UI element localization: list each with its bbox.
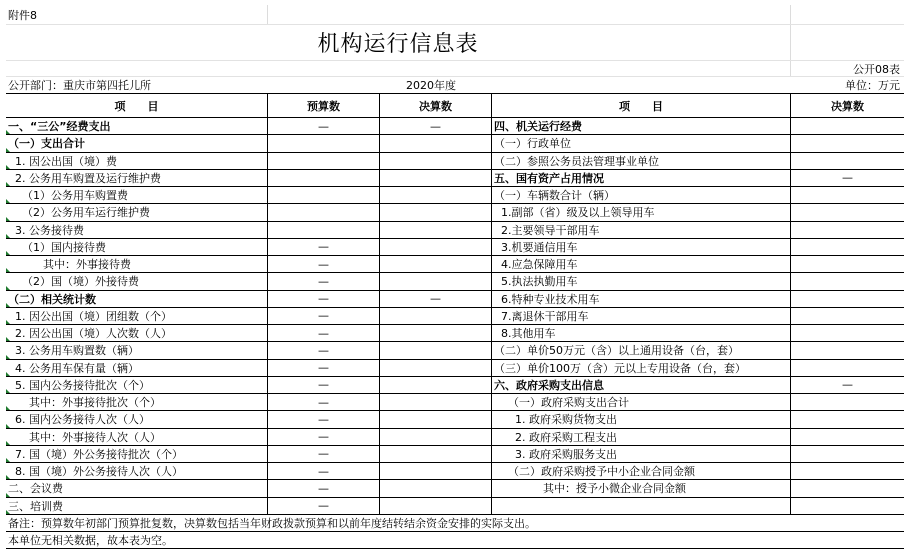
cell-left: （1）公务用车购置费 [6, 187, 268, 203]
cell-right: 4.应急保障用车 [492, 256, 791, 272]
cell-budget [268, 187, 380, 203]
table-row [6, 498, 904, 515]
cell-left: （一）支出合计 [6, 135, 268, 151]
unit-label: 单位：万元 [845, 79, 900, 92]
cell-rfinal [791, 498, 904, 514]
table-row [6, 342, 904, 359]
cell-rfinal [791, 325, 904, 341]
cell-budget [268, 204, 380, 220]
cell-budget: — [268, 325, 380, 341]
cell-left: （二）相关统计数 [6, 291, 268, 307]
cell-final [380, 342, 492, 358]
table-row [6, 377, 904, 394]
cell-rfinal [791, 480, 904, 496]
cell-right: （一）车辆数合计（辆） [492, 187, 791, 203]
cell-left: 2. 因公出国（境）人次数（人） [6, 325, 268, 341]
cell-right: 3. 政府采购服务支出 [492, 446, 791, 462]
cell-right: 1. 政府采购货物支出 [492, 411, 791, 427]
cell-right: （二）政府采购授予中小企业合同金额 [492, 463, 791, 479]
cell-left: 2. 公务用车购置及运行维护费 [6, 170, 268, 186]
cell-right: 五、国有资产占用情况 [492, 170, 791, 186]
cell-left: 3. 公务用车购置数（辆） [6, 342, 268, 358]
cell-right: 3.机要通信用车 [492, 239, 791, 255]
cell-final [380, 170, 492, 186]
cell-final [380, 360, 492, 376]
cell-budget: — [268, 394, 380, 410]
cell-budget: — [268, 273, 380, 289]
cell-left: 其中：外事接待费 [6, 256, 268, 272]
table-row [6, 187, 904, 204]
cell-final: — [380, 291, 492, 307]
year-label: 2020年度 [406, 79, 456, 92]
cell-final [380, 377, 492, 393]
header-budget: 预算数 [268, 94, 380, 117]
cell-rfinal [791, 239, 904, 255]
cell-budget: — [268, 498, 380, 514]
table-row [6, 170, 904, 187]
cell-final [380, 308, 492, 324]
cell-final [380, 411, 492, 427]
cell-final [380, 153, 492, 169]
cell-left: （2）国（境）外接待费 [6, 273, 268, 289]
cell-left: 二、会议费 [6, 480, 268, 496]
cell-right: 其中：授予小微企业合同金额 [492, 480, 791, 496]
cell-budget: — [268, 118, 380, 134]
cell-budget [268, 170, 380, 186]
cell-final [380, 325, 492, 341]
cell-budget: — [268, 256, 380, 272]
cell-budget: — [268, 239, 380, 255]
cell-right: 六、政府采购支出信息 [492, 377, 791, 393]
table-header-row [6, 94, 904, 118]
cell-left: 1. 因公出国（境）团组数（个） [6, 308, 268, 324]
cell-budget: — [268, 411, 380, 427]
header-final-left: 决算数 [380, 94, 492, 117]
table-row [6, 291, 904, 308]
note-row [6, 515, 904, 532]
cell-rfinal [791, 360, 904, 376]
cell-rfinal [791, 411, 904, 427]
table-row [6, 325, 904, 342]
cell-budget [268, 222, 380, 238]
cell-left: （1）国内接待费 [6, 239, 268, 255]
cell-rfinal: — [842, 378, 853, 392]
cell-right: 8.其他用车 [492, 325, 791, 341]
cell-budget: — [268, 308, 380, 324]
form-no-row [6, 61, 904, 77]
table-row [6, 446, 904, 463]
table-row [6, 480, 904, 497]
form-number: 公开08表 [853, 62, 900, 76]
cell-budget: — [268, 342, 380, 358]
cell-final [380, 204, 492, 220]
cell-left: 7. 国（境）外公务接待批次（个） [6, 446, 268, 462]
cell-budget: — [268, 291, 380, 307]
cell-left: 3. 公务接待费 [6, 222, 268, 238]
cell-final [380, 394, 492, 410]
cell-left: （2）公务用车运行维护费 [6, 204, 268, 220]
table-row [6, 222, 904, 239]
cell-left: 其中：外事接待人次（人） [6, 429, 268, 445]
table-row [6, 118, 904, 135]
table-row [6, 204, 904, 221]
cell-rfinal [791, 463, 904, 479]
table-row [6, 153, 904, 170]
cell-budget: — [268, 377, 380, 393]
header-item-right: 项 目 [492, 94, 791, 117]
cell-rfinal [791, 446, 904, 462]
table-row [6, 256, 904, 273]
meta-row [6, 77, 904, 94]
cell-rfinal [791, 118, 904, 134]
cell-final [380, 239, 492, 255]
cell-left: 4. 公务用车保有量（辆） [6, 360, 268, 376]
cell-left: 其中：外事接待批次（个） [6, 394, 268, 410]
cell-budget: — [268, 446, 380, 462]
cell-left: 8. 国（境）外公务接待人次（人） [6, 463, 268, 479]
cell-left: 5. 国内公务接待批次（个） [6, 377, 268, 393]
cell-rfinal [791, 342, 904, 358]
cell-left: 6. 国内公务接待人次（人） [6, 411, 268, 427]
cell-right: （一）行政单位 [492, 135, 791, 151]
cell-budget: — [268, 463, 380, 479]
cell-right: （一）政府采购支出合计 [492, 394, 791, 410]
header-item-left: 项 目 [6, 94, 268, 117]
cell-final [380, 135, 492, 151]
cell-right: （二）单价50万元（含）以上通用设备（台，套） [492, 342, 791, 358]
cell-rfinal [791, 291, 904, 307]
cell-right: （三）单价100万（含）元以上专用设备（台，套） [492, 360, 791, 376]
table-row [6, 360, 904, 377]
cell-right: 2. 政府采购工程支出 [492, 429, 791, 445]
cell-left: 一、“三公”经费支出 [6, 118, 268, 134]
cell-rfinal [791, 256, 904, 272]
table-row [6, 411, 904, 428]
cell-right: 6.特种专业技术用车 [492, 291, 791, 307]
cell-final [380, 429, 492, 445]
cell-rfinal [791, 204, 904, 220]
cell-right: 2.主要领导干部用车 [492, 222, 791, 238]
cell-final [380, 498, 492, 514]
cell-right: 1.副部（省）级及以上领导用车 [492, 204, 791, 220]
cell-rfinal [791, 153, 904, 169]
cell-final [380, 480, 492, 496]
cell-left: 三、培训费 [6, 498, 268, 514]
cell-final: — [380, 118, 492, 134]
info-table-sheet [6, 5, 904, 549]
table-row [6, 463, 904, 480]
table-row [6, 308, 904, 325]
note-text: 备注：预算数年初部门预算批复数，决算数包括当年财政拨款预算和以前年度结转结余资金安排的实际支出。 [8, 516, 536, 530]
cell-budget: — [268, 429, 380, 445]
title-row [6, 25, 904, 61]
cell-rfinal [791, 429, 904, 445]
cell-right: （二）参照公务员法管理事业单位 [492, 153, 791, 169]
cell-rfinal [791, 222, 904, 238]
empty-note-row [6, 532, 904, 549]
cell-rfinal: — [842, 171, 853, 185]
cell-right: 四、机关运行经费 [492, 118, 791, 134]
cell-final [380, 446, 492, 462]
table-body [6, 118, 904, 515]
table-row [6, 273, 904, 290]
cell-final [380, 463, 492, 479]
header-final-right: 决算数 [831, 99, 864, 113]
cell-final [380, 256, 492, 272]
empty-table-note: 本单位无相关数据，故本表为空。 [8, 533, 173, 547]
table-row [6, 429, 904, 446]
cell-budget: — [268, 360, 380, 376]
attachment-row [6, 5, 904, 25]
cell-rfinal [791, 394, 904, 410]
department-label: 公开部门：重庆市第四托儿所 [8, 79, 151, 92]
table-row [6, 135, 904, 152]
cell-left: 1. 因公出国（境）费 [6, 153, 268, 169]
cell-budget [268, 153, 380, 169]
page-title: 机构运行信息表 [317, 32, 479, 57]
cell-final [380, 222, 492, 238]
cell-rfinal [791, 187, 904, 203]
cell-right: 7.离退休干部用车 [492, 308, 791, 324]
cell-final [380, 273, 492, 289]
cell-rfinal [791, 308, 904, 324]
cell-budget: — [268, 480, 380, 496]
attachment-label: 附件8 [6, 5, 268, 24]
cell-right: 5.执法执勤用车 [492, 273, 791, 289]
cell-final [380, 187, 492, 203]
table-row [6, 239, 904, 256]
cell-budget [268, 135, 380, 151]
cell-rfinal [791, 135, 904, 151]
table-row [6, 394, 904, 411]
cell-right [492, 498, 791, 514]
cell-rfinal [791, 273, 904, 289]
